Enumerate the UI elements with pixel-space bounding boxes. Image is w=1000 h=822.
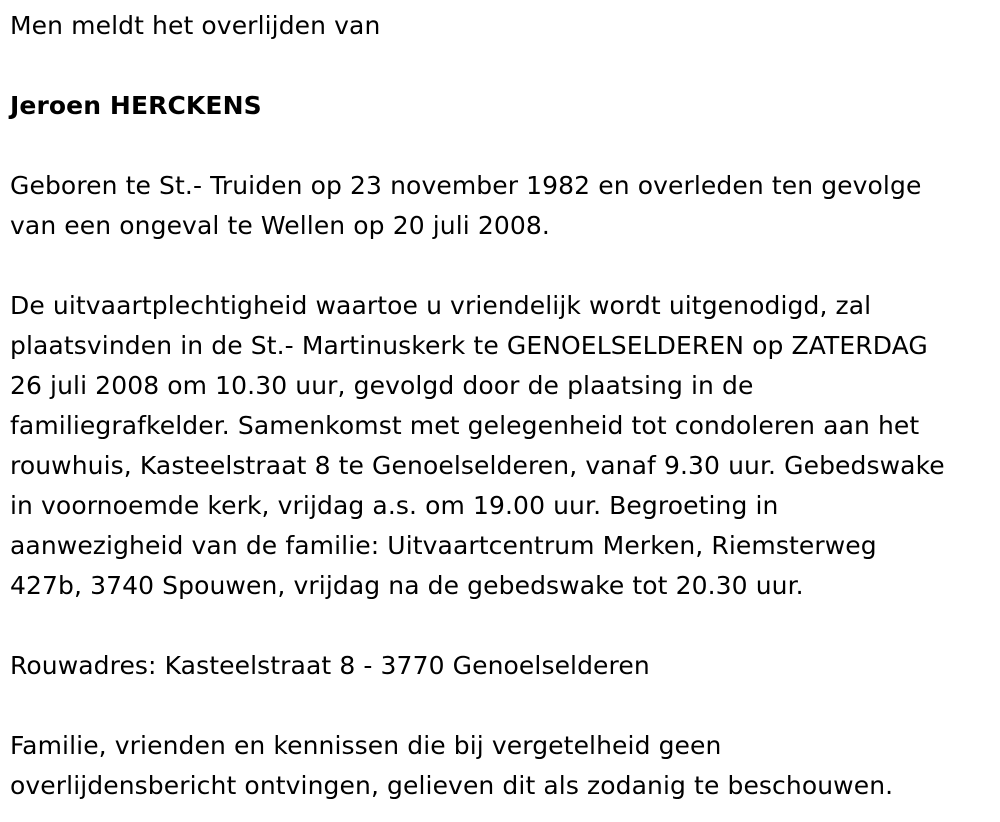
obituary-notice	[10, 6, 995, 806]
intro-line: Men meldt het overlijden van	[10, 11, 381, 40]
closing-paragraph: Familie, vrienden en kennissen die bij vergetelheid geen overlijdensbericht ontvingen, gelieven dit als zodanig te beschouwen.	[10, 731, 894, 800]
funeral-paragraph: De uitvaartplechtigheid waartoe u vriendelijk wordt uitgenodigd, zal plaatsvinden in de St.- Martinuskerk te GENOELSELDEREN op ZATERDAG 26 juli 2008 om 10.30 uur, gevolgd door de plaatsing in de familiegrafkelder. Samenkomst met gelegenheid tot condoleren aan het rouwhuis, Kasteelstraat 8 te Genoelselderen, vanaf 9.30 uur. Gebedswake in voornoemde kerk, vrijdag a.s. om 19.00 uur. Begroeting in aanwezigheid van de familie: Uitvaartcentrum Merken, Riemsterweg 427b, 3740 Spouwen, vrijdag na de gebedswake tot 20.30 uur.	[10, 291, 945, 600]
birth-death-paragraph: Geboren te St.- Truiden op 23 november 1982 en overleden ten gevolge van een ongeval te Wellen op 20 juli 2008.	[10, 171, 922, 240]
deceased-name: Jeroen HERCKENS	[10, 91, 262, 120]
mourning-address: Rouwadres: Kasteelstraat 8 - 3770 Genoelselderen	[10, 651, 650, 680]
